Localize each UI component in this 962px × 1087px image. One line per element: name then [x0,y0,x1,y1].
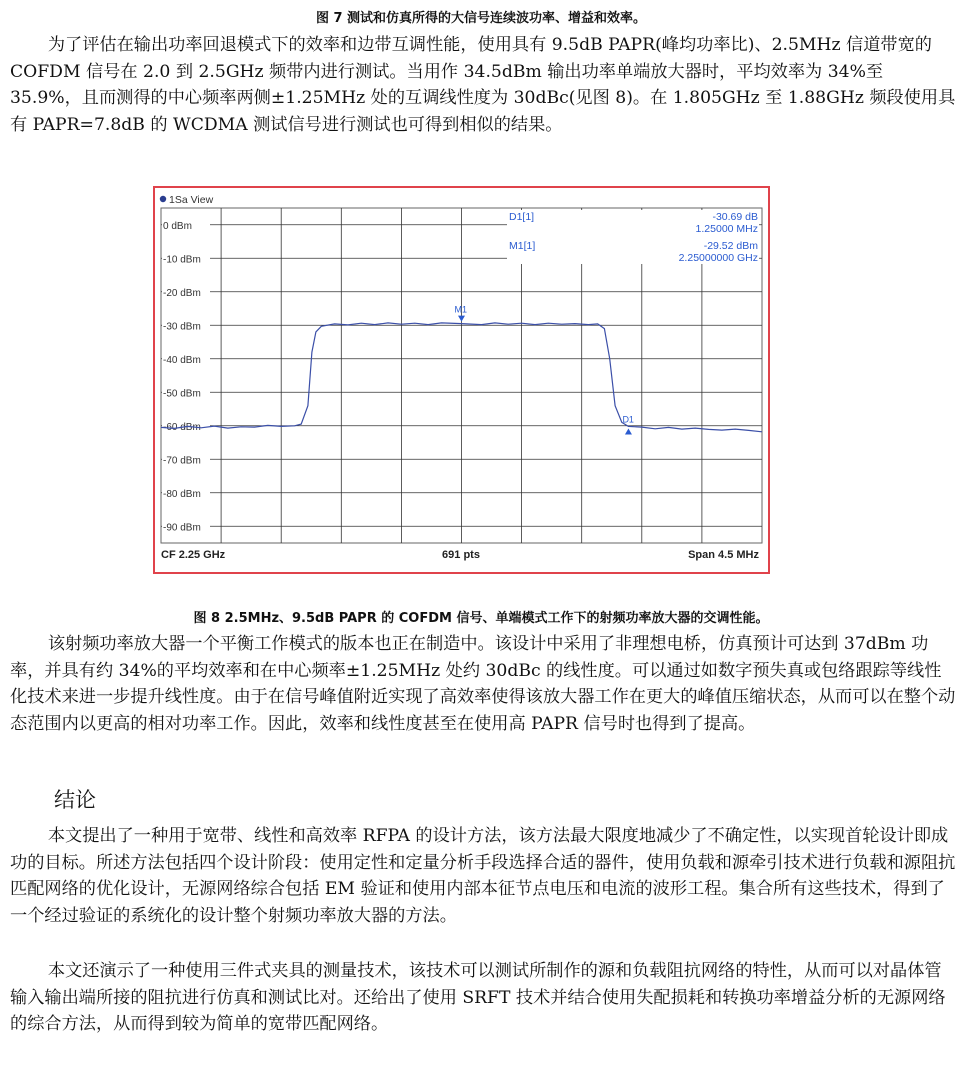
marker-m1-label: M1 [454,304,468,315]
paragraph-2 [10,631,956,737]
y-tick-label: -10 dBm [163,254,201,266]
readout-name: D1[1] [509,211,535,223]
footer-span: Span 4.5 MHz [688,549,759,561]
window-title: 1Sa View [169,194,214,206]
footer-points: 691 pts [442,549,480,561]
paragraph-3-text: 本文提出了一种用于宽带、线性和高效率 RFPA 的设计方法，该方法最大限度地减少了不确定性，以实现首轮设计即成功的目标。所述方法包括四个设计阶段：使用定性和定量分析手段选择合适的器件，使用负载和源牵引技术进行负载和源阻抗匹配网络的优化设计，无源网络综合包括 EM 验证和使用内部本征节点电压和电流的波形工程。集合所有这些技术，得到了一个经过验证的系统化的设计整个射频功率放大器的方法。 [10,826,956,926]
readout-value-secondary: 2.25000000 GHz [678,252,758,264]
view-indicator-icon [160,196,166,202]
readout-value: -30.69 dB [712,211,758,223]
paragraph-3 [10,823,956,929]
y-tick-label: -90 dBm [163,522,201,534]
marker-readouts [507,210,759,264]
y-tick-label: -50 dBm [163,388,201,400]
y-tick-label: -80 dBm [163,488,201,500]
section-heading-conclusion: 结论 [54,788,96,812]
paragraph-4 [10,958,956,1038]
spectrum-analyzer-figure [153,186,770,574]
y-tick-label: -40 dBm [163,354,201,366]
y-tick-label: -20 dBm [163,287,201,299]
spectrum-chart [155,188,768,572]
y-tick-label: -60 dBm [163,421,201,433]
figure-7-caption: 图 7 测试和仿真所得的大信号连续波功率、增益和效率。 [315,11,647,26]
readout-value-secondary: 1.25000 MHz [695,223,758,235]
y-tick-label: -30 dBm [163,321,201,333]
paragraph-2-text: 该射频功率放大器一个平衡工作模式的版本也正在制造中。该设计中采用了非理想电桥，仿真预计可达到 37dBm 功率，并具有约 34%的平均效率和在中心频率±1.25MHz 处约 30dBc 的线性度。可以通过如数字预失真或包络跟踪等线性化技术来进一步提升线性度。由于在信号峰值附近实现了高效率使得该放大器工作在更大的峰值压缩状态，从而可以在整个动态范围内以更高的相对功率工作。因此，效率和线性度甚至在使用高 PAPR 信号时也得到了提高。 [10,634,956,734]
y-tick-label: 0 dBm [163,220,192,232]
paragraph-1 [10,32,956,138]
marker-d1-label: D1 [622,414,634,425]
y-tick-label: -70 dBm [163,455,201,467]
footer-center-frequency: CF 2.25 GHz [161,549,226,561]
readout-name: M1[1] [509,240,536,252]
paragraph-1-text: 为了评估在输出功率回退模式下的效率和边带互调性能，使用具有 9.5dB PAPR(峰均功率比)、2.5MHz 信道带宽的 COFDM 信号在 2.0 到 2.5GHz 频带内进行测试。当用作 34.5dBm 输出功率单端放大器时，平均效率为 34%至 35.9%，且而测得的中心频率两侧±1.25MHz 处的互调线性度为 30dBc(见图 8)。在 1.805GHz 至 1.88GHz 频段使用具有 PAPR=7.8dB 的 WCDMA 测试信号进行测试也可得到相似的结果。 [10,35,956,135]
readout-value: -29.52 dBm [703,240,758,252]
paragraph-4-text: 本文还演示了一种使用三件式夹具的测量技术，该技术可以测试所制作的源和负载阻抗网络的特性，从而可以对晶体管输入输出端所接的阻抗进行仿真和测试比对。还给出了使用 SRFT 技术并结合使用失配损耗和转换功率增益分析的无源网络的综合方法，从而得到较为简单的宽带匹配网络。 [10,961,946,1034]
figure-8-caption: 图 8 2.5MHz、9.5dB PAPR 的 COFDM 信号、单端模式工作下的射频功率放大器的交调性能。 [193,611,769,626]
